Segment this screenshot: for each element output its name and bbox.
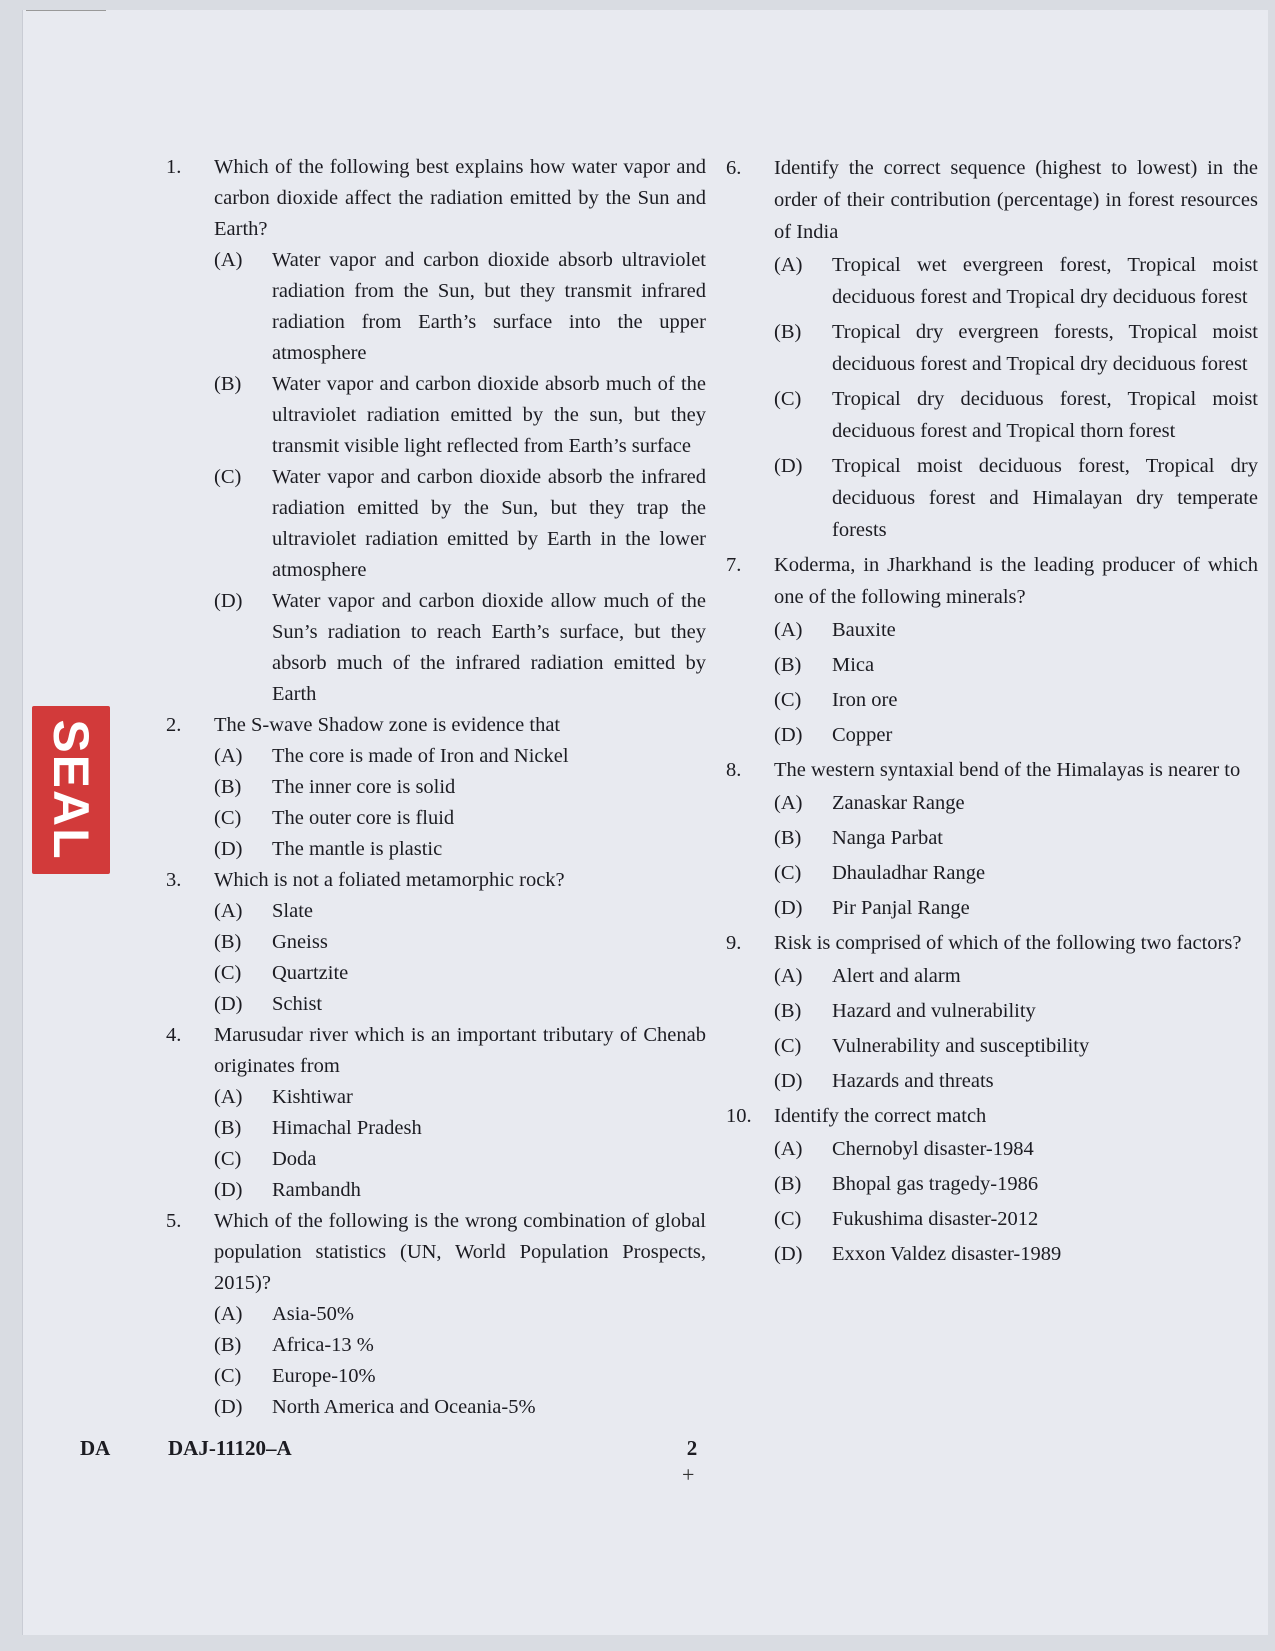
option-label: (B) [214,931,242,953]
footer-paper-id: DAJ-11120–A [168,1436,292,1460]
option-label: (C) [774,689,802,711]
option-label: (C) [774,388,802,410]
option-text: Bauxite [832,619,896,641]
option-text: Water vapor and carbon dioxide allow much of the Sun’s radiation to reach Earth’s surface, but they absorb much of the infrared radiation emitted by Earth [272,590,706,705]
option-b [774,995,1258,1027]
option-label: (B) [774,654,802,676]
option-label: (D) [214,838,243,860]
option-c [774,857,1258,889]
option-label: (B) [774,321,802,343]
question-number: 9. [726,932,742,954]
question-stem: Marusudar river which is an important tributary of Chenab originates from [214,1024,706,1077]
option-label: (A) [774,792,803,814]
option-c [214,1144,706,1175]
option-c [774,1030,1258,1062]
right-column [726,152,1258,1273]
footer-code: DA [80,1436,111,1460]
question-number: 3. [166,869,182,891]
option-d [774,719,1258,751]
seal-tab [32,706,110,874]
question-stem: Koderma, in Jharkhand is the leading producer of which one of the following minerals? [774,554,1258,608]
option-label: (C) [214,807,242,829]
option-label: (B) [214,776,242,798]
option-label: (D) [774,724,803,746]
option-text: Copper [832,724,893,746]
option-text: Chernobyl disaster-1984 [832,1138,1034,1160]
seal-label: SEAL [43,719,99,861]
option-d [774,892,1258,924]
option-a [774,960,1258,992]
option-c [214,803,706,834]
option-a [214,245,706,369]
option-text: Gneiss [272,931,328,953]
option-text: Tropical wet evergreen forest, Tropical moist deciduous forest and Tropical dry deciduous forest [832,254,1258,308]
option-text: The inner core is solid [272,776,456,798]
option-label: (C) [214,962,242,984]
option-label: (C) [214,466,242,488]
question-number: 2. [166,714,182,736]
option-a [214,741,706,772]
option-text: Himachal Pradesh [272,1117,422,1139]
option-d [774,1065,1258,1097]
option-text: Bhopal gas tragedy-1986 [832,1173,1039,1195]
option-text: Water vapor and carbon dioxide absorb much of the ultraviolet radiation emitted by the sun, but they transmit visible light reflected from Earth’s surface [272,373,706,457]
question-8 [726,754,1258,924]
option-label: (A) [214,745,243,767]
option-label: (C) [214,1148,242,1170]
option-b [774,822,1258,854]
option-text: Mica [832,654,875,676]
question-stem: Which of the following best explains how water vapor and carbon dioxide affect the radiation emitted by the Sun and Earth? [214,156,706,240]
option-text: The core is made of Iron and Nickel [272,745,569,767]
option-b [214,927,706,958]
option-text: The mantle is plastic [272,838,443,860]
option-label: (D) [774,1243,803,1265]
option-label: (A) [774,254,803,276]
question-number: 4. [166,1024,182,1046]
option-text: Tropical dry deciduous forest, Tropical moist deciduous forest and Tropical thorn forest [832,388,1258,442]
question-number: 6. [726,157,742,179]
option-text: Vulnerability and susceptibility [832,1035,1090,1057]
option-d [214,586,706,710]
option-label: (D) [774,897,803,919]
option-label: (A) [774,965,803,987]
option-label: (D) [214,1396,243,1418]
question-7 [726,549,1258,751]
option-text: Nanga Parbat [832,827,943,849]
option-b [774,1168,1258,1200]
option-text: Water vapor and carbon dioxide absorb ultraviolet radiation from the Sun, but they transmit infrared radiation from Earth’s surface into the upper atmosphere [272,249,706,364]
option-text: Alert and alarm [832,965,961,987]
question-stem: Identify the correct match [774,1105,987,1127]
option-c [214,462,706,586]
option-d [214,989,706,1020]
option-label: (B) [214,1334,242,1356]
option-text: Europe-10% [272,1365,376,1387]
option-d [774,450,1258,546]
option-text: Kishtiwar [272,1086,353,1108]
question-stem: The western syntaxial bend of the Himalayas is nearer to [774,759,1241,781]
option-text: Tropical moist deciduous forest, Tropical dry deciduous forest and Himalayan dry temperate forests [832,455,1258,541]
option-text: Schist [272,993,323,1015]
question-number: 8. [726,759,742,781]
option-text: Hazards and threats [832,1070,994,1092]
option-b [214,1113,706,1144]
option-label: (B) [774,1000,802,1022]
option-b [214,1330,706,1361]
option-text: Dhauladhar Range [832,862,986,884]
option-text: Pir Panjal Range [832,897,970,919]
option-d [214,1175,706,1206]
question-9 [726,927,1258,1097]
question-1 [166,152,706,710]
option-d [774,1238,1258,1270]
option-text: Rambandh [272,1179,361,1201]
option-label: (D) [774,455,803,477]
option-c [214,1361,706,1392]
option-a [214,896,706,927]
option-a [214,1082,706,1113]
option-label: (A) [214,1303,243,1325]
question-10 [726,1100,1258,1270]
question-number: 1. [166,156,182,178]
option-text: Africa-13 % [272,1334,374,1356]
option-label: (A) [214,1086,243,1108]
option-b [214,369,706,462]
option-d [214,834,706,865]
option-label: (C) [774,1208,802,1230]
page-number: 2 [686,1436,698,1460]
option-label: (D) [214,1179,243,1201]
registration-mark: + [682,1462,695,1487]
option-text: Water vapor and carbon dioxide absorb the infrared radiation emitted by the Sun, but they trap the ultraviolet radiation emitted by Earth in the lower atmosphere [272,466,706,581]
option-label: (B) [214,373,242,395]
option-c [774,684,1258,716]
question-4 [166,1020,706,1206]
option-label: (D) [214,993,243,1015]
question-2 [166,710,706,865]
option-c [774,383,1258,447]
question-stem: Which of the following is the wrong combination of global population statistics (UN, World Population Prospects, 2015)? [214,1210,706,1294]
option-text: Iron ore [832,689,898,711]
option-text: Fukushima disaster-2012 [832,1208,1039,1230]
option-label: (A) [774,619,803,641]
option-d [214,1392,706,1423]
option-a [774,249,1258,313]
option-text: North America and Oceania-5% [272,1396,536,1418]
question-stem: The S-wave Shadow zone is evidence that [214,714,561,736]
option-a [214,1299,706,1330]
option-label: (C) [774,862,802,884]
question-number: 7. [726,554,742,576]
option-text: Exxon Valdez disaster-1989 [832,1243,1062,1265]
option-c [214,958,706,989]
question-stem: Which is not a foliated metamorphic rock? [214,869,565,891]
option-text: Zanaskar Range [832,792,965,814]
left-column [166,152,706,1423]
option-text: Quartzite [272,962,349,984]
question-number: 5. [166,1210,182,1232]
option-b [774,649,1258,681]
option-text: Slate [272,900,313,922]
question-5 [166,1206,706,1423]
option-b [214,772,706,803]
option-a [774,614,1258,646]
question-stem: Risk is comprised of which of the following two factors? [774,932,1242,954]
option-label: (B) [774,827,802,849]
option-label: (B) [214,1117,242,1139]
option-label: (D) [774,1070,803,1092]
question-6 [726,152,1258,546]
option-label: (C) [774,1035,802,1057]
question-3 [166,865,706,1020]
option-label: (A) [774,1138,803,1160]
question-number: 10. [726,1105,752,1127]
option-text: Asia-50% [272,1303,354,1325]
option-label: (A) [214,249,243,271]
corner-rule [26,10,106,11]
option-text: Doda [272,1148,317,1170]
option-text: Hazard and vulnerability [832,1000,1036,1022]
option-b [774,316,1258,380]
question-stem: Identify the correct sequence (highest to lowest) in the order of their contribution (percentage) in forest resources of India [774,157,1258,243]
option-label: (C) [214,1365,242,1387]
option-label: (B) [774,1173,802,1195]
option-label: (A) [214,900,243,922]
option-c [774,1203,1258,1235]
option-a [774,787,1258,819]
option-label: (D) [214,590,243,612]
option-text: Tropical dry evergreen forests, Tropical moist deciduous forest and Tropical dry deciduous forest [832,321,1258,375]
option-text: The outer core is fluid [272,807,455,829]
option-a [774,1133,1258,1165]
